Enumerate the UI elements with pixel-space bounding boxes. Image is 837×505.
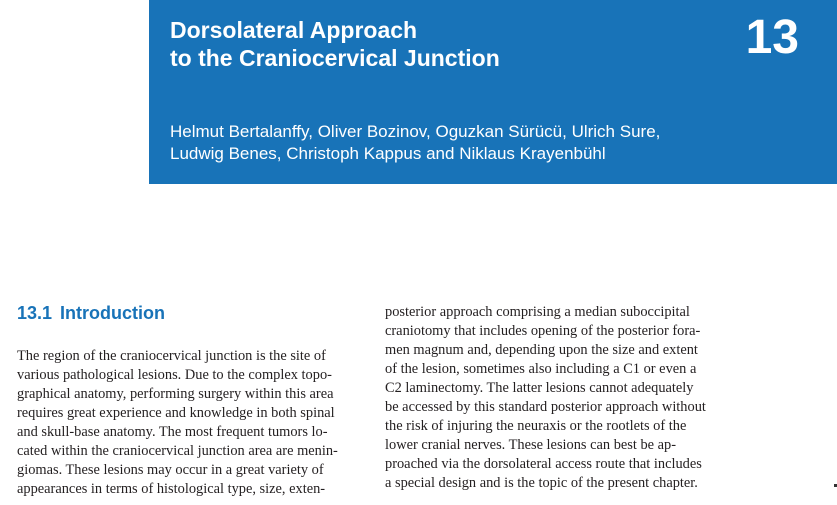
- body-line: craniotomy that includes opening of the posterior fora-: [385, 323, 701, 339]
- body-line: and skull-base anatomy. The most frequent tumors lo-: [17, 424, 328, 440]
- section-title: Introduction: [60, 303, 166, 323]
- chapter-authors: [170, 121, 660, 165]
- body-column-left: [17, 347, 369, 499]
- chapter-number: 13: [745, 11, 799, 64]
- section-heading: [17, 303, 165, 324]
- body-line: be accessed by this standard posterior approach without: [385, 399, 706, 415]
- body-line: giomas. These lesions may occur in a great variety of: [17, 462, 324, 478]
- chapter-title-line: to the Craniocervical Junction: [170, 45, 500, 71]
- body-line: C2 laminectomy. The latter lesions cannot adequately: [385, 380, 694, 396]
- chapter-title-line: Dorsolateral Approach: [170, 17, 418, 43]
- body-line: a special design and is the topic of the present chapter.: [385, 475, 698, 491]
- body-line: various pathological lesions. Due to the complex topo-: [17, 367, 332, 383]
- body-line: The region of the craniocervical junction is the site of: [17, 348, 326, 364]
- body-line: graphical anatomy, performing surgery within this area: [17, 386, 334, 402]
- chapter-title: [170, 16, 500, 72]
- body-line: posterior approach comprising a median suboccipital: [385, 304, 690, 320]
- body-line: men magnum and, depending upon the size and extent: [385, 342, 698, 358]
- chapter-banner: [149, 0, 837, 184]
- body-line: appearances in terms of histological type, size, exten-: [17, 481, 326, 497]
- body-line: proached via the dorsolateral access route that includes: [385, 456, 702, 472]
- body-column-right: [385, 303, 737, 493]
- author-line: Ludwig Benes, Christoph Kappus and Niklaus Krayenbühl: [170, 144, 606, 163]
- body-line: requires great experience and knowledge in both spinal: [17, 405, 335, 421]
- body-line: lower cranial nerves. These lesions can best be ap-: [385, 437, 677, 453]
- author-line: Helmut Bertalanffy, Oliver Bozinov, Oguzkan Sürücü, Ulrich Sure,: [170, 122, 661, 141]
- section-number: 13.1: [17, 303, 53, 323]
- body-line: the risk of injuring the neuraxis or the rootlets of the: [385, 418, 687, 434]
- body-line: cated within the craniocervical junction area are menin-: [17, 443, 338, 459]
- body-line: of the lesion, sometimes also including a C1 or even a: [385, 361, 697, 377]
